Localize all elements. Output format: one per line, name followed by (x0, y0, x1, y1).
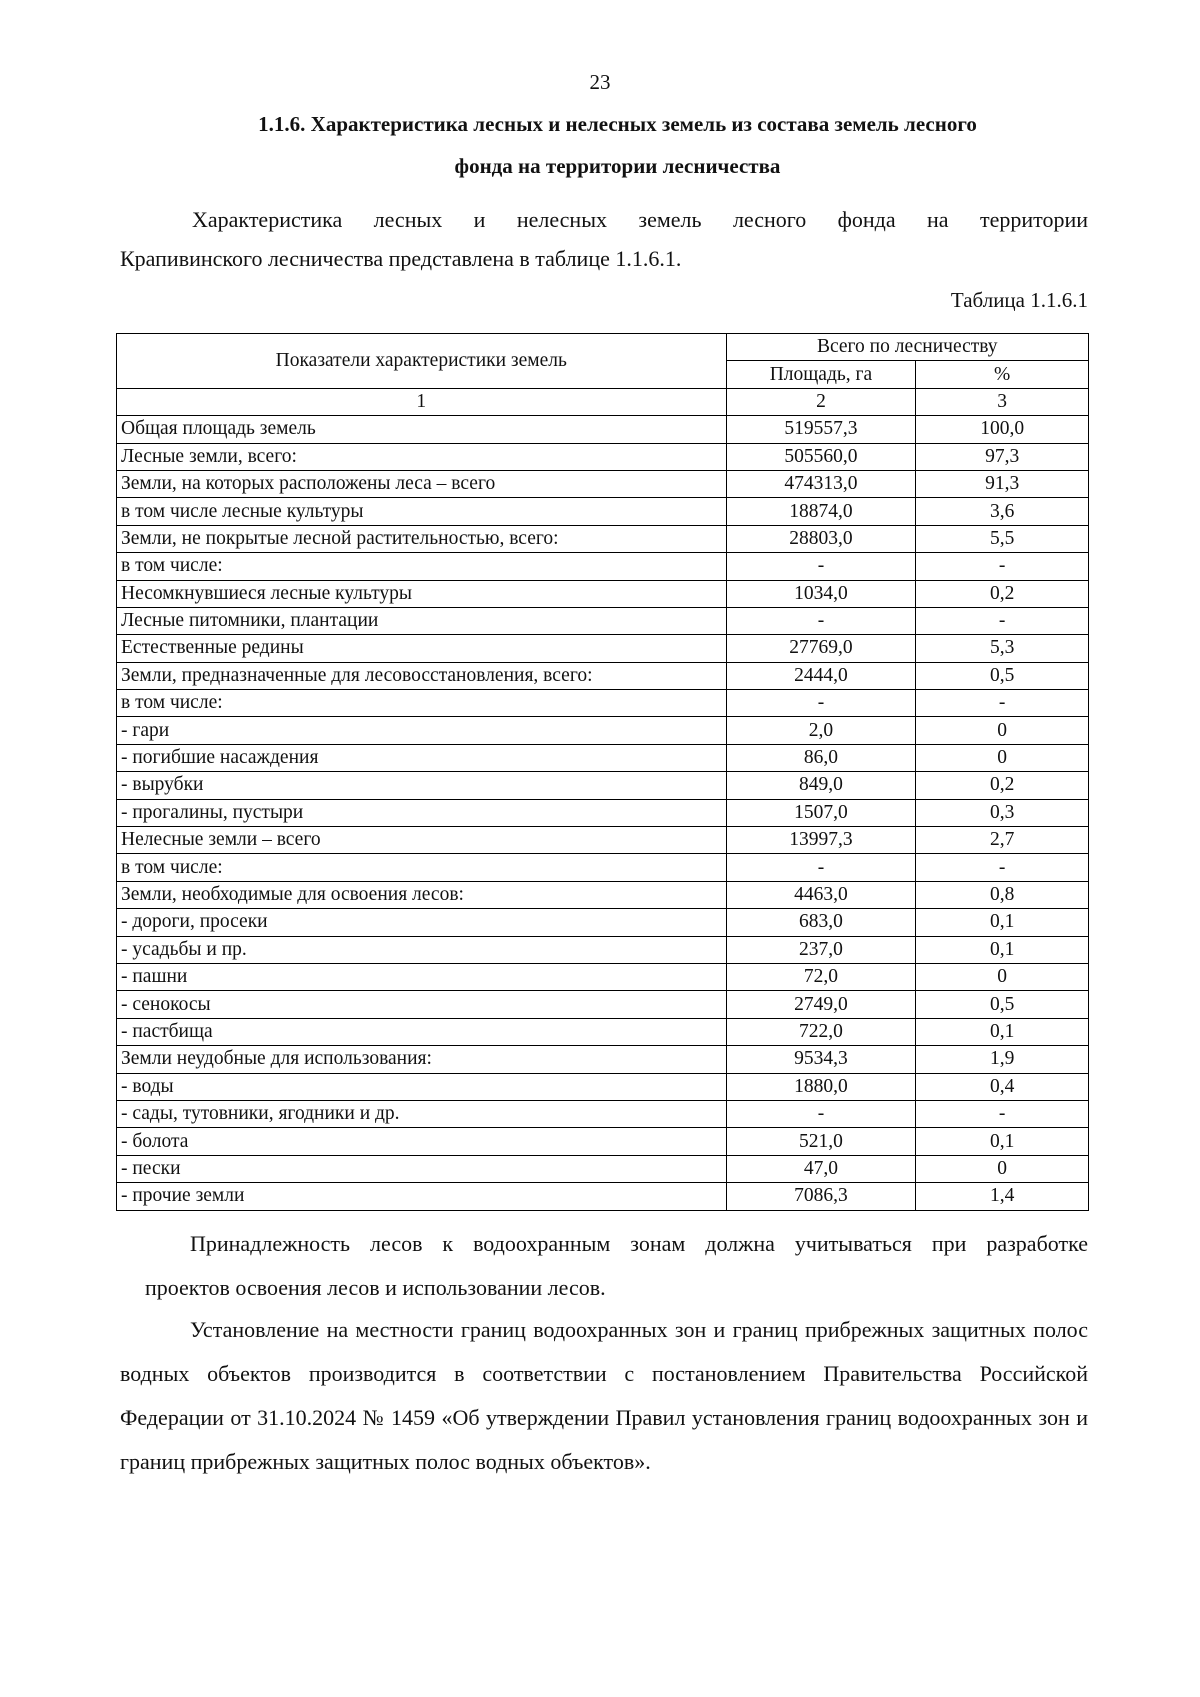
row-percent-cell: 0,2 (916, 580, 1089, 607)
row-percent-cell: 0,3 (916, 799, 1089, 826)
row-percent-cell: 2,7 (916, 827, 1089, 854)
row-percent-cell: - (916, 1100, 1089, 1127)
row-percent-cell: 1,9 (916, 1046, 1089, 1073)
row-name-cell: Общая площадь земель (117, 416, 727, 443)
table-header-row (117, 334, 1089, 361)
row-name-cell: Нелесные земли – всего (117, 827, 727, 854)
land-characteristics-table (116, 333, 1089, 1211)
row-name-cell: - вырубки (117, 772, 727, 799)
table-row (117, 690, 1089, 717)
row-area-cell: 237,0 (726, 936, 916, 963)
row-area-cell: - (726, 854, 916, 881)
row-percent-cell: 100,0 (916, 416, 1089, 443)
table-row (117, 1128, 1089, 1155)
row-area-cell: 1034,0 (726, 580, 916, 607)
header-area: Площадь, га (726, 361, 916, 388)
row-area-cell: 27769,0 (726, 635, 916, 662)
row-name-cell: - прогалины, пустыри (117, 799, 727, 826)
table-row (117, 991, 1089, 1018)
row-area-cell: 505560,0 (726, 443, 916, 470)
row-percent-cell: - (916, 607, 1089, 634)
table-row (117, 854, 1089, 881)
row-name-cell: Земли, предназначенные для лесовосстановления, всего: (117, 662, 727, 689)
table-row (117, 717, 1089, 744)
row-name-cell: - пастбища (117, 1018, 727, 1045)
row-percent-cell: 97,3 (916, 443, 1089, 470)
row-name-cell: - погибшие насаждения (117, 744, 727, 771)
row-name-cell: - болота (117, 1128, 727, 1155)
row-percent-cell: 3,6 (916, 498, 1089, 525)
paragraph-1-line-2: проектов освоения лесов и использовании лесов. (145, 1275, 606, 1300)
table-row (117, 525, 1089, 552)
row-area-cell: - (726, 553, 916, 580)
row-area-cell: 13997,3 (726, 827, 916, 854)
row-area-cell: - (726, 607, 916, 634)
row-name-cell: Земли, на которых расположены леса – всего (117, 470, 727, 497)
table-row (117, 1100, 1089, 1127)
row-area-cell: 2749,0 (726, 991, 916, 1018)
table-row (117, 963, 1089, 990)
row-area-cell: 18874,0 (726, 498, 916, 525)
row-name-cell: - пашни (117, 963, 727, 990)
column-number-2: 2 (726, 388, 916, 415)
row-percent-cell: 0,5 (916, 991, 1089, 1018)
table-body (117, 416, 1089, 1210)
table-row (117, 1155, 1089, 1182)
row-name-cell: - гари (117, 717, 727, 744)
paragraph-1-line-1: Принадлежность лесов к водоохранным зонам должна учитываться при разработке (190, 1231, 1088, 1256)
paragraph-boundaries-establishment: Установление на местности границ водоохранных зон и границ прибрежных защитных полос водных объектов производится в соответствии с постановлением Правительства Российской Федерации от 31.10.2024 № 1459 «Об утверждении Правил установления границ водоохранных зон и границ прибрежных защитных полос водных объектов». (120, 1317, 1088, 1474)
row-name-cell: Земли, не покрытые лесной растительностью, всего: (117, 525, 727, 552)
row-area-cell: 47,0 (726, 1155, 916, 1182)
row-percent-cell: 0 (916, 717, 1089, 744)
row-area-cell: 474313,0 (726, 470, 916, 497)
row-area-cell: 4463,0 (726, 881, 916, 908)
row-area-cell: 1880,0 (726, 1073, 916, 1100)
paragraph-water-protection-zones (120, 1222, 1088, 1310)
row-area-cell: 683,0 (726, 909, 916, 936)
row-area-cell: 7086,3 (726, 1183, 916, 1210)
header-percent: % (916, 361, 1089, 388)
row-area-cell: 521,0 (726, 1128, 916, 1155)
row-area-cell: 72,0 (726, 963, 916, 990)
row-name-cell: - дороги, просеки (117, 909, 727, 936)
row-percent-cell: 0,1 (916, 909, 1089, 936)
table-row (117, 1046, 1089, 1073)
row-area-cell: - (726, 690, 916, 717)
row-area-cell: 9534,3 (726, 1046, 916, 1073)
row-percent-cell: 0 (916, 744, 1089, 771)
table-row (117, 799, 1089, 826)
header-indicators: Показатели характеристики земель (117, 334, 727, 389)
table-row (117, 662, 1089, 689)
row-name-cell: - сады, тутовники, ягодники и др. (117, 1100, 727, 1127)
row-percent-cell: 5,5 (916, 525, 1089, 552)
row-percent-cell: 0,1 (916, 1018, 1089, 1045)
row-name-cell: Лесные земли, всего: (117, 443, 727, 470)
row-percent-cell: 0,5 (916, 662, 1089, 689)
row-percent-cell: 0,2 (916, 772, 1089, 799)
intro-line-2: Крапивинского лесничества представлена в таблице 1.1.6.1. (120, 246, 682, 271)
section-heading (150, 103, 1085, 187)
table-row (117, 416, 1089, 443)
row-area-cell: - (726, 1100, 916, 1127)
table-row (117, 1183, 1089, 1210)
row-percent-cell: - (916, 854, 1089, 881)
table-row (117, 498, 1089, 525)
row-area-cell: 519557,3 (726, 416, 916, 443)
row-percent-cell: 0 (916, 963, 1089, 990)
column-number-1: 1 (117, 388, 727, 415)
table-row (117, 827, 1089, 854)
row-area-cell: 28803,0 (726, 525, 916, 552)
header-total-group: Всего по лесничеству (726, 334, 1088, 361)
row-percent-cell: 0,8 (916, 881, 1089, 908)
table-row (117, 1073, 1089, 1100)
table-row (117, 744, 1089, 771)
row-name-cell: Земли неудобные для использования: (117, 1046, 727, 1073)
row-percent-cell: 0,1 (916, 936, 1089, 963)
table-row (117, 443, 1089, 470)
table-caption: Таблица 1.1.6.1 (950, 288, 1088, 312)
row-percent-cell: 0,4 (916, 1073, 1089, 1100)
table-row (117, 909, 1089, 936)
intro-paragraph (120, 200, 1088, 278)
intro-line-1: Характеристика лесных и нелесных земель лесного фонда на территории (192, 207, 1088, 232)
row-name-cell: Земли, необходимые для освоения лесов: (117, 881, 727, 908)
section-heading-line-1: 1.1.6. Характеристика лесных и нелесных земель из состава земель лесного (258, 112, 977, 136)
row-percent-cell: 5,3 (916, 635, 1089, 662)
row-name-cell: Несомкнувшиеся лесные культуры (117, 580, 727, 607)
row-area-cell: 1507,0 (726, 799, 916, 826)
row-percent-cell: - (916, 690, 1089, 717)
row-name-cell: - пески (117, 1155, 727, 1182)
table-row (117, 881, 1089, 908)
row-area-cell: 722,0 (726, 1018, 916, 1045)
row-name-cell: - прочие земли (117, 1183, 727, 1210)
table-row (117, 1018, 1089, 1045)
row-percent-cell: 1,4 (916, 1183, 1089, 1210)
row-percent-cell: 0 (916, 1155, 1089, 1182)
table-column-numbers-row (117, 388, 1089, 415)
row-area-cell: 2,0 (726, 717, 916, 744)
row-area-cell: 86,0 (726, 744, 916, 771)
row-name-cell: Естественные редины (117, 635, 727, 662)
table-row (117, 772, 1089, 799)
row-name-cell: в том числе лесные культуры (117, 498, 727, 525)
table-row (117, 635, 1089, 662)
row-name-cell: Лесные питомники, плантации (117, 607, 727, 634)
row-name-cell: в том числе: (117, 553, 727, 580)
row-name-cell: - усадьбы и пр. (117, 936, 727, 963)
row-percent-cell: 0,1 (916, 1128, 1089, 1155)
row-name-cell: в том числе: (117, 690, 727, 717)
row-percent-cell: 91,3 (916, 470, 1089, 497)
row-area-cell: 849,0 (726, 772, 916, 799)
row-name-cell: - сенокосы (117, 991, 727, 1018)
page-number: 23 (589, 70, 611, 94)
row-area-cell: 2444,0 (726, 662, 916, 689)
column-number-3: 3 (916, 388, 1089, 415)
table-row (117, 553, 1089, 580)
table-row (117, 470, 1089, 497)
row-name-cell: в том числе: (117, 854, 727, 881)
table-row (117, 607, 1089, 634)
table-row (117, 580, 1089, 607)
row-percent-cell: - (916, 553, 1089, 580)
section-heading-line-2: фонда на территории лесничества (454, 154, 781, 178)
row-name-cell: - воды (117, 1073, 727, 1100)
table-row (117, 936, 1089, 963)
